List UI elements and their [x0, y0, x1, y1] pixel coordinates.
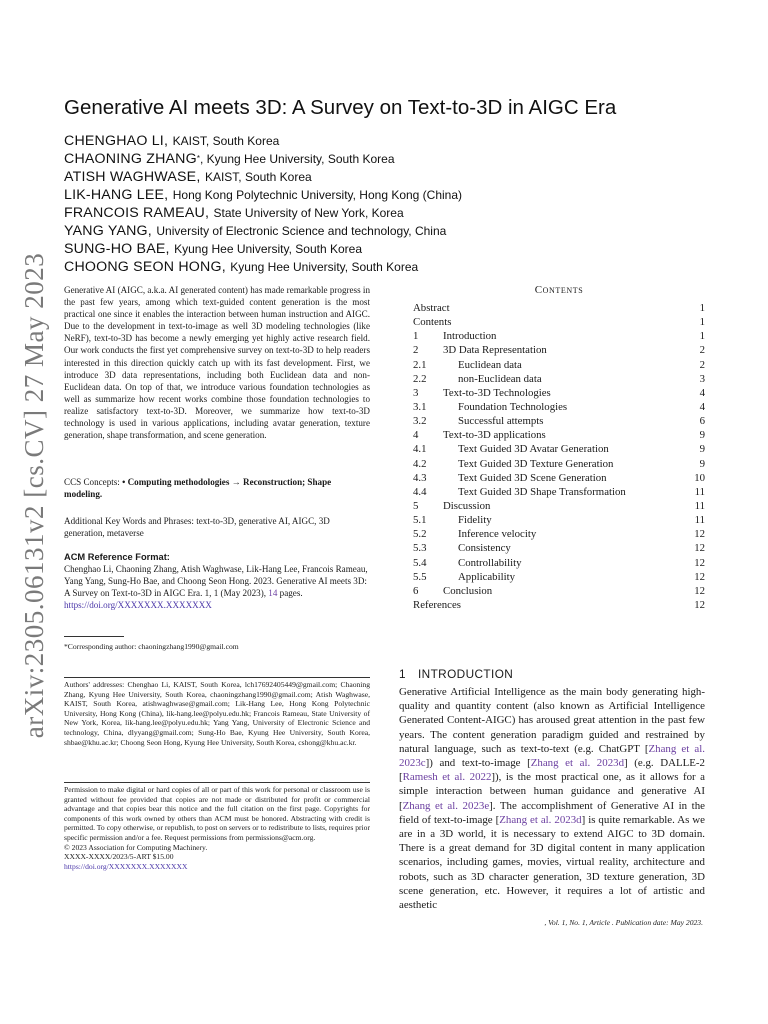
- author-name: CHAONING ZHANG: [64, 151, 197, 167]
- author-affiliation: , Kyung Hee University, South Korea: [199, 152, 395, 166]
- toc-entry-label: Contents: [413, 316, 452, 329]
- toc-entry-page: 12: [694, 584, 705, 597]
- toc-entry-number: 6: [413, 584, 419, 597]
- author-name: CHOONG SEON HONG,: [64, 259, 226, 275]
- citation-link[interactable]: Zhang et al. 2023d: [530, 757, 625, 770]
- toc-entry-label: Euclidean data: [458, 358, 522, 371]
- toc-title: Contents: [534, 284, 584, 296]
- toc-entry[interactable]: [413, 570, 705, 584]
- toc-entry-number: 3.2: [413, 415, 427, 428]
- author-entry: [64, 132, 462, 150]
- toc-entry-number: 5: [413, 499, 419, 512]
- permission-doi-link[interactable]: https://doi.org/XXXXXXX.XXXXXXX: [64, 861, 188, 871]
- author-affiliation: Kyung Hee University, South Korea: [230, 260, 419, 274]
- toc-entry-page: 6: [699, 415, 705, 428]
- toc-entry-page: 3: [699, 372, 705, 385]
- intro-text-1: Generative Artificial Intelligence as the main body generating high-quality and quantity content (also known as Artificial Intelligence Generated Content-AIGC) has aroused great attention in the past few years. The content generation paradigm guided and restrained by natural language, such as text-to-text (e.g. ChatGPT [: [399, 686, 705, 755]
- author-name: LIK-HANG LEE,: [64, 187, 169, 203]
- author-name: YANG YANG,: [64, 223, 152, 239]
- abstract: Generative AI (AIGC, a.k.a. AI generated content) has made remarkable progress in the past few years, among which text-guided content generation is the most practical one since it enables the interaction between human instruction and AIGC. Due to the development in text-to-image as well 3D modeling technologies (like NeRF), text-to-3D has become a newly emerging yet highly active research field. Our work conducts the first yet comprehensive survey on text-to-3D to help readers interested in this direction quickly catch up with its fast development. First, we introduce 3D data representations, including both Euclidean data and non-Euclidean data. On top of that, we introduce various foundation technologies as well as summarize how recent works combine those foundation technologies to realize satisfactory text-to-3D. Moreover, we summarize how text-to-3D technology is used in various applications, including avatar generation, texture generation, shape transformation, and scene generation.: [64, 285, 370, 441]
- toc-entry-page: 11: [694, 514, 705, 527]
- toc-entry-number: 4: [413, 429, 419, 442]
- ccs-label: CCS Concepts:: [64, 477, 123, 487]
- toc-entry-number: 5.1: [413, 514, 427, 527]
- toc-entry-label: Applicability: [458, 570, 515, 583]
- toc-entry[interactable]: [413, 358, 705, 372]
- isbn-line: XXXX-XXXX/2023/5-ART $15.00: [64, 852, 174, 862]
- toc-entry[interactable]: [413, 457, 705, 471]
- author-name: CHENGHAO LI,: [64, 133, 169, 149]
- citation-link[interactable]: Zhang et al. 2023d: [499, 813, 582, 826]
- toc-entry-page: 12: [694, 570, 705, 583]
- section-heading-introduction: [399, 667, 513, 681]
- toc-entry-label: Successful attempts: [458, 415, 544, 428]
- permission-text: Permission to make digital or hard copies of all or part of this work for personal or classroom use is granted without fee provided that copies are not made or distributed for profit or commercial advantage and that copies bear this notice and the full citation on the first page. Copyrights for components of this work owned by others than ACM must be honored. Abstracting with credit is permitted. To copy otherwise, or republish, to post on servers or to redistribute to lists, requires prior specific permission and/or a fee. Request permissions from permissions@acm.org.: [64, 785, 370, 842]
- toc-entry-label: Text Guided 3D Avatar Generation: [458, 443, 609, 456]
- permission-rule: [64, 782, 370, 783]
- corresponding-author-footnote: *Corresponding author: chaoningzhang1990@gmail.com: [64, 642, 239, 651]
- toc-entry-number: 4.2: [413, 457, 427, 470]
- toc-entry-page: 1: [699, 302, 705, 314]
- toc-entry-number: 5.5: [413, 570, 427, 583]
- introduction-text: [399, 685, 705, 912]
- toc-entry-page: 2: [699, 344, 705, 357]
- toc-entry[interactable]: [413, 598, 705, 612]
- toc-entry-label: Inference velocity: [458, 528, 537, 541]
- citation-link[interactable]: Zhang et al. 2023c: [399, 742, 705, 770]
- author-affiliation: Hong Kong Polytechnic University, Hong Kong (China): [172, 188, 463, 202]
- toc-entry-page: 12: [694, 556, 705, 569]
- ccs-value: Computing methodologies → Reconstruction; Shape modeling.: [64, 477, 332, 500]
- addresses-rule: [64, 677, 370, 678]
- page-footer: , Vol. 1, No. 1, Article . Publication date: May 2023.: [544, 918, 703, 927]
- toc-entry-page: 9: [699, 443, 705, 456]
- corresponding-author-mark: *: [196, 154, 200, 163]
- arxiv-stamp: arXiv:2305.06131v2 [cs.CV] 27 May 2023: [19, 252, 50, 738]
- section-number: 1: [399, 667, 406, 681]
- paper-title: Generative AI meets 3D: A Survey on Text-to-3D in AIGC Era: [64, 96, 617, 119]
- toc-entry-label: Discussion: [443, 499, 491, 512]
- toc-entry[interactable]: [413, 527, 705, 541]
- toc-entry-label: Text Guided 3D Shape Transformation: [458, 485, 626, 498]
- toc-entry[interactable]: [413, 556, 705, 570]
- keywords-value: text-to-3D, generative AI, AIGC, 3D generation, metaverse: [64, 516, 330, 539]
- toc-entry[interactable]: [413, 471, 705, 485]
- toc-entry-label: Abstract: [413, 302, 450, 314]
- toc-entry-label: 3D Data Representation: [443, 344, 547, 357]
- toc-entry-number: 2.1: [413, 358, 427, 371]
- author-affiliation: KAIST, South Korea: [204, 170, 312, 184]
- intro-text-2: ]) and text-to-image [: [425, 757, 531, 770]
- author-name: ATISH WAGHWASE,: [64, 169, 201, 185]
- toc-entry[interactable]: [413, 584, 705, 598]
- toc-entry-page: 4: [699, 386, 705, 399]
- toc-entry[interactable]: [413, 329, 705, 343]
- toc-entry-label: non-Euclidean data: [458, 372, 542, 385]
- acm-reference-text: Chenghao Li, Chaoning Zhang, Atish Waghwase, Lik-Hang Lee, Francois Rameau, Yang Yang, Sung-Ho Bae, and Choong Seon Hong. 2023. Generative AI meets 3D: A Survey on Text-to-3D in AIGC Era. 1, 1 (May 2023),: [64, 564, 368, 599]
- toc-entry-page: 12: [694, 598, 705, 611]
- toc-entry-label: Fidelity: [458, 514, 492, 527]
- author-entry: [64, 150, 462, 168]
- toc-entry-number: 4.3: [413, 471, 427, 484]
- toc-entry-number: 3.1: [413, 400, 427, 413]
- permission-notice: [64, 785, 370, 871]
- toc-entry-page: 1: [699, 316, 705, 329]
- intro-text-4: ]), is the most practical one, as it allows for a simple interaction between human guidance and generative AI [: [399, 771, 705, 812]
- toc-entry[interactable]: [413, 301, 705, 315]
- toc-rows: [413, 301, 705, 612]
- toc-entry-number: 5.2: [413, 528, 427, 541]
- toc-entry-label: Foundation Technologies: [458, 400, 568, 413]
- toc-entry[interactable]: [413, 386, 705, 400]
- author-list: [64, 132, 462, 276]
- toc-entry-page: 10: [694, 471, 705, 484]
- copyright-line: © 2023 Association for Computing Machinery.: [64, 842, 208, 852]
- toc-entry-number: 3: [413, 386, 419, 399]
- toc-entry-number: 4.1: [413, 443, 427, 456]
- author-affiliation: State University of New York, Korea: [213, 206, 404, 220]
- toc-entry-page: 9: [699, 429, 705, 442]
- author-affiliation: KAIST, South Korea: [172, 134, 280, 148]
- citation-link[interactable]: Ramesh et al. 2022: [402, 771, 492, 784]
- toc-entry[interactable]: [413, 513, 705, 527]
- toc-entry-label: Text-to-3D Technologies: [443, 386, 551, 399]
- author-entry: [64, 204, 462, 222]
- author-entry: [64, 258, 462, 276]
- intro-text-3: ] (e.g. DALLE-2 [: [399, 757, 705, 784]
- author-entry: [64, 186, 462, 204]
- toc-entry-label: References: [413, 598, 461, 611]
- acm-doi-link[interactable]: https://doi.org/XXXXXXX.XXXXXXX: [64, 600, 212, 611]
- toc-entry-page: 12: [694, 528, 705, 541]
- toc-entry-label: Text Guided 3D Texture Generation: [458, 457, 614, 470]
- author-entry: [64, 240, 462, 258]
- toc-entry-number: 2.2: [413, 372, 427, 385]
- table-of-contents: [413, 284, 705, 612]
- toc-entry[interactable]: [413, 343, 705, 357]
- acm-pages-suffix: pages.: [277, 588, 303, 599]
- toc-entry[interactable]: [413, 414, 705, 428]
- keywords-label: Additional Key Words and Phrases:: [64, 516, 197, 526]
- toc-entry-number: 2: [413, 344, 419, 357]
- toc-entry-number: 5.3: [413, 542, 427, 555]
- intro-text-6: ] is quite remarkable. As we are in a 3D world, it is necessary to extend AIGC to 3D domain. There is a great demand for 3D digital content in many application scenarios, including games, movies, virtual reality, architecture and robots, such as 3D character generation, 3D texture generation, 3D scene generation, etc. However, it requires a lot of artistic and aesthetic: [399, 813, 705, 912]
- ccs-concepts: [64, 476, 370, 500]
- toc-entry-label: Introduction: [443, 330, 497, 343]
- toc-entry-page: 2: [699, 358, 705, 371]
- author-affiliation: University of Electronic Science and technology, China: [156, 224, 447, 238]
- citation-link[interactable]: Zhang et al. 2023e: [402, 799, 490, 812]
- footnote-rule: [64, 636, 124, 637]
- toc-entry[interactable]: [413, 400, 705, 414]
- author-entry: [64, 168, 462, 186]
- keywords: [64, 515, 370, 539]
- acm-reference: [64, 551, 370, 611]
- acm-pages-link[interactable]: 14: [268, 588, 278, 599]
- toc-entry-page: 11: [694, 485, 705, 498]
- toc-entry-label: Conclusion: [443, 584, 493, 597]
- author-entry: [64, 222, 462, 240]
- section-title: INTRODUCTION: [417, 667, 514, 681]
- toc-entry[interactable]: [413, 315, 705, 329]
- acm-reference-heading: ACM Reference Format:: [64, 552, 170, 562]
- author-affiliation: Kyung Hee University, South Korea: [174, 242, 362, 256]
- toc-entry-number: 4.4: [413, 485, 427, 498]
- ccs-bullet: •: [122, 477, 128, 487]
- author-name: SUNG-HO BAE,: [64, 241, 170, 257]
- toc-entry-page: 11: [694, 499, 705, 512]
- author-addresses: Authors' addresses: Chenghao Li, KAIST, South Korea, lch17692405449@gmail.com; Chaoning Zhang, Kyung Hee University, South Korea, chaoningzhang1990@gmail.com; Atish Waghwase, KAIST, South Korea, atishwaghwase@gmail.com; Lik-Hang Lee, Hong Kong Polytechnic University, Hong Kong (China), lik-hang.lee@polyu.edu.hk; Francois Rameau, State University of New York, Korea, lik-hang.lee@polyu.edu.hk; Yang Yang, University of Electronic Science and technology, China, dlyyang@gmail.com; Sung-Ho Bae, Kyung Hee University, South Korea, shbae@khu.ac.kr; Choong Seon Hong, Kyung Hee University, South Korea, cshong@khu.ac.kr.: [64, 680, 370, 747]
- author-name: FRANCOIS RAMEAU,: [64, 205, 210, 221]
- toc-entry[interactable]: [413, 485, 705, 499]
- toc-entry[interactable]: [413, 499, 705, 513]
- toc-entry-number: 1: [413, 330, 419, 343]
- toc-entry-number: 5.4: [413, 556, 427, 569]
- toc-entry-label: Controllability: [458, 556, 522, 569]
- toc-entry-page: 9: [699, 457, 705, 470]
- toc-entry[interactable]: [413, 372, 705, 386]
- toc-entry-page: 1: [699, 330, 705, 343]
- toc-entry[interactable]: [413, 442, 705, 456]
- toc-entry-page: 4: [699, 400, 705, 413]
- toc-entry-page: 12: [694, 542, 705, 555]
- intro-text-5: ]. The accomplishment of Generative AI in the field of text-to-image [: [399, 799, 705, 826]
- toc-entry[interactable]: [413, 541, 705, 555]
- toc-entry-label: Text Guided 3D Scene Generation: [458, 471, 607, 484]
- toc-entry[interactable]: [413, 428, 705, 442]
- toc-entry-label: Consistency: [458, 542, 511, 555]
- toc-entry-label: Text-to-3D applications: [443, 429, 546, 442]
